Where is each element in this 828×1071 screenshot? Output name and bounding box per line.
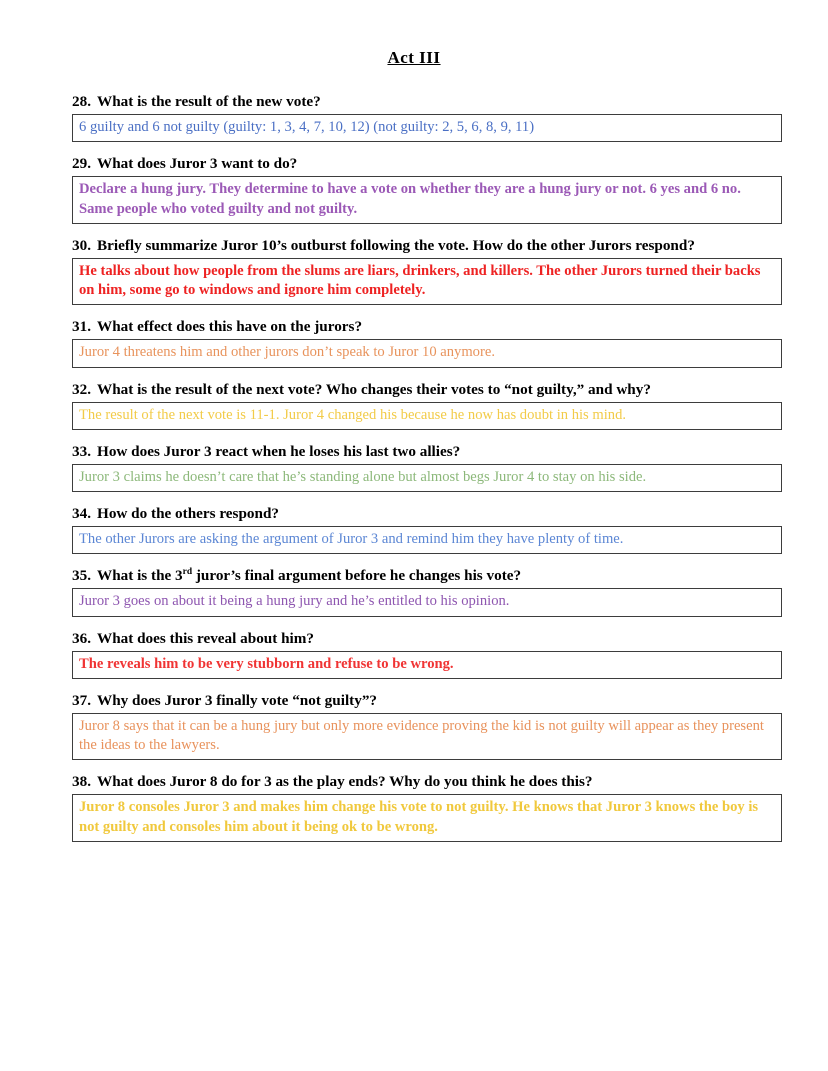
answer-box[interactable] <box>72 713 782 761</box>
question-answer-item <box>0 772 828 842</box>
answer-box[interactable] <box>72 176 782 224</box>
answer-box[interactable] <box>72 114 782 142</box>
question-line <box>0 154 828 173</box>
answer-text: Declare a hung jury. They determine to have a vote on whether they are a hung jury or not. 6 yes and 6 no. Same people who voted guilty and not guilty. <box>79 181 745 217</box>
answer-text: The result of the next vote is 11-1. Juror 4 changed his because he now has doubt in his mind. <box>79 406 627 423</box>
question-number: 29. <box>72 155 91 173</box>
answer-text: The other Jurors are asking the argument of Juror 3 and remind him they have plenty of time. <box>79 531 624 547</box>
question-line <box>0 92 828 111</box>
answer-text: The reveals him to be very stubborn and refuse to be wrong. <box>79 655 454 672</box>
answer-text: Juror 8 consoles Juror 3 and makes him change his vote to not guilty. He knows that Juror 3 knows the boy is not guilty and consoles him about it being ok to be wrong. <box>79 799 762 835</box>
answer-box[interactable] <box>72 464 782 492</box>
question-line <box>0 236 828 255</box>
question-text: Briefly summarize Juror 10’s outburst following the vote. How do the other Jurors respond? <box>97 236 695 254</box>
question-number: 32. <box>72 380 91 398</box>
question-answer-item <box>0 691 828 761</box>
question-number: 28. <box>72 93 91 110</box>
question-line <box>0 772 828 791</box>
question-text: How does Juror 3 react when he loses his last two allies? <box>97 442 461 460</box>
question-text: How do the others respond? <box>97 505 279 522</box>
answer-text: Juror 3 claims he doesn’t care that he’s standing alone but almost begs Juror 4 to stay on his side. <box>79 468 647 485</box>
question-text: What does this reveal about him? <box>97 629 315 647</box>
question-number: 35. <box>72 567 91 585</box>
question-number: 36. <box>72 629 91 647</box>
question-text: What does Juror 3 want to do? <box>97 155 298 173</box>
question-answer-list <box>0 92 828 842</box>
answer-box[interactable] <box>72 339 782 367</box>
question-number: 30. <box>72 236 91 254</box>
answer-box[interactable] <box>72 402 782 430</box>
question-answer-item <box>0 629 828 679</box>
question-line <box>0 317 828 336</box>
answer-text: He talks about how people from the slums are liars, drinkers, and killers. The other Jurors turned their backs on him, some go to windows and ignore him completely. <box>79 262 765 298</box>
answer-box[interactable] <box>72 526 782 554</box>
question-answer-item <box>0 154 828 224</box>
question-line <box>0 442 828 461</box>
question-text: What does Juror 8 do for 3 as the play ends? Why do you think he does this? <box>97 773 593 791</box>
answer-box[interactable] <box>72 588 782 616</box>
question-line <box>0 504 828 523</box>
question-answer-item <box>0 236 828 306</box>
question-answer-item <box>0 380 828 430</box>
answer-box[interactable] <box>72 794 782 842</box>
answer-box[interactable] <box>72 651 782 679</box>
question-answer-item <box>0 504 828 554</box>
question-text: What effect does this have on the jurors? <box>97 318 363 336</box>
question-text: What is the result of the next vote? Who changes their votes to “not guilty,” and why? <box>97 380 651 398</box>
question-line <box>0 691 828 710</box>
answer-text: Juror 8 says that it can be a hung jury but only more evidence proving the kid is not guilty will appear as they present the ideas to the lawyers. <box>79 717 768 753</box>
question-answer-item <box>0 566 828 616</box>
question-line <box>0 629 828 648</box>
question-number: 37. <box>72 691 91 709</box>
question-text-suffix: juror’s final argument before he changes his vote? <box>192 567 522 585</box>
question-answer-item <box>0 92 828 142</box>
answer-text: 6 guilty and 6 not guilty (guilty: 1, 3, 4, 7, 10, 12) (not guilty: 2, 5, 6, 8, 9, 11) <box>79 119 535 135</box>
ordinal-superscript: rd <box>182 567 193 578</box>
question-line <box>0 566 828 585</box>
question-answer-item <box>0 442 828 492</box>
answer-text: Juror 3 goes on about it being a hung jury and he’s entitled to his opinion. <box>79 593 510 610</box>
question-text <box>97 566 784 585</box>
question-answer-item <box>0 317 828 367</box>
question-line <box>0 380 828 399</box>
answer-text: Juror 4 threatens him and other jurors don’t speak to Juror 10 anymore. <box>79 344 495 361</box>
question-text-prefix: What is the 3 <box>97 567 183 585</box>
question-number: 33. <box>72 442 91 460</box>
question-number: 31. <box>72 318 91 336</box>
page-title: Act III <box>387 48 441 67</box>
question-text: What is the result of the new vote? <box>97 93 321 110</box>
question-number: 34. <box>72 505 91 522</box>
question-text: Why does Juror 3 finally vote “not guilty”? <box>97 691 378 709</box>
question-number: 38. <box>72 773 91 791</box>
answer-box[interactable] <box>72 258 782 306</box>
